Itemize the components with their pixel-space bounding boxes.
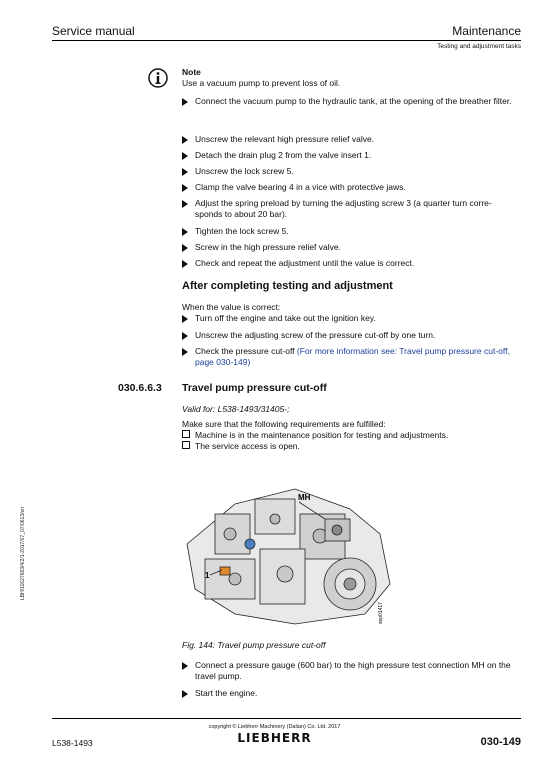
arrow-icon <box>182 168 188 176</box>
arrow-icon <box>182 315 188 323</box>
figure-code: sep01417 <box>378 602 384 624</box>
step-turn-off-engine <box>182 313 517 324</box>
info-icon <box>148 68 168 88</box>
step-text: Turn off the engine and take out the ignition key. <box>195 313 376 323</box>
step-text: Check and repeat the adjustment until the value is correct. <box>195 258 415 268</box>
arrow-icon <box>182 332 188 340</box>
note-text: Use a vacuum pump to prevent loss of oil. <box>182 78 341 88</box>
step-text: Tighten the lock screw 5. <box>195 226 289 236</box>
arrow-icon <box>182 228 188 236</box>
cross-reference-link[interactable]: (For more information see: Travel pump pressure cut-off, page 030-149) <box>195 346 510 367</box>
note-title: Note <box>182 67 201 77</box>
checkbox-icon <box>182 430 190 438</box>
page-number: 030-149 <box>480 736 521 748</box>
header-right: Maintenance <box>452 24 521 38</box>
step-text: Adjust the spring preload by turning the adjusting screw 3 (a quarter turn corre-sponds to about 20 bar). <box>195 198 492 219</box>
footer-rule <box>52 718 521 719</box>
section-number: 030.6.6.3 <box>118 382 162 394</box>
travel-pump-figure <box>175 474 400 626</box>
step-unscrew-lock <box>182 166 517 177</box>
step-adjust-spring <box>182 198 517 220</box>
header-rule <box>52 40 521 41</box>
liebherr-logo: LIEBHERR <box>237 731 312 745</box>
arrow-icon <box>182 662 188 670</box>
step-check-cutoff <box>182 346 517 368</box>
step-unscrew-valve <box>182 134 517 145</box>
arrow-icon <box>182 136 188 144</box>
step-detach-plug <box>182 150 517 161</box>
step-text: Unscrew the lock screw 5. <box>195 166 294 176</box>
step-text: Connect the vacuum pump to the hydraulic tank, at the opening of the breather filter. <box>195 96 512 106</box>
header-subtitle: Testing and adjustment tasks <box>437 43 521 50</box>
footer-copyright: copyright © Liebherr Machinery (Dalian) Co. Ltd. 2017 <box>208 724 341 730</box>
step-text <box>195 346 517 368</box>
requirement-item <box>182 441 300 451</box>
valid-for: Valid for: L538-1493/31405-; <box>182 404 290 414</box>
requirement-text: Machine is in the maintenance position for testing and adjustments. <box>195 430 449 440</box>
arrow-icon <box>182 152 188 160</box>
step-unscrew-adjusting <box>182 330 517 341</box>
step-text: Unscrew the relevant high pressure relief valve. <box>195 134 375 144</box>
requirement-item <box>182 430 448 440</box>
label-mh: MH <box>298 493 311 502</box>
section-title: Travel pump pressure cut-off <box>182 382 327 394</box>
arrow-icon <box>182 244 188 252</box>
step-clamp-bearing <box>182 182 517 193</box>
step-screw-valve <box>182 242 517 253</box>
step-check-repeat <box>182 258 517 269</box>
step-text: Screw in the high pressure relief valve. <box>195 242 341 252</box>
step-text: Clamp the valve bearing 4 in a vice with protective jaws. <box>195 182 406 192</box>
arrow-icon <box>182 260 188 268</box>
requirements-intro: Make sure that the following requirements are fulfilled: <box>182 419 386 429</box>
arrow-icon <box>182 348 188 356</box>
requirement-text: The service access is open. <box>195 441 300 451</box>
figure-caption: Fig. 144: Travel pump pressure cut-off <box>182 640 326 650</box>
step-connect-vacuum <box>182 96 517 107</box>
label-1: 1 <box>205 571 210 580</box>
step-text: Detach the drain plug 2 from the valve insert 1. <box>195 150 372 160</box>
checkbox-icon <box>182 441 190 449</box>
arrow-icon <box>182 98 188 106</box>
step-text: Start the engine. <box>195 688 258 698</box>
step-tighten-lock <box>182 226 517 237</box>
step-text: Unscrew the adjusting screw of the pressure cut-off by one turn. <box>195 330 436 340</box>
step-connect-gauge <box>182 660 517 682</box>
side-document-code: LBH/11627683/4/2/1-2017/07_07/0613/en <box>20 506 26 600</box>
step-text: Connect a pressure gauge (600 bar) to the high pressure test connection MH on the travel pump. <box>195 660 511 681</box>
footer-model: L538-1493 <box>52 738 93 748</box>
check-cutoff-text: Check the pressure cut-off <box>195 346 295 356</box>
arrow-icon <box>182 200 188 208</box>
arrow-icon <box>182 690 188 698</box>
arrow-icon <box>182 184 188 192</box>
after-heading: After completing testing and adjustment <box>182 280 393 292</box>
header-left: Service manual <box>52 24 135 38</box>
after-intro: When the value is correct: <box>182 302 281 312</box>
step-start-engine <box>182 688 517 699</box>
